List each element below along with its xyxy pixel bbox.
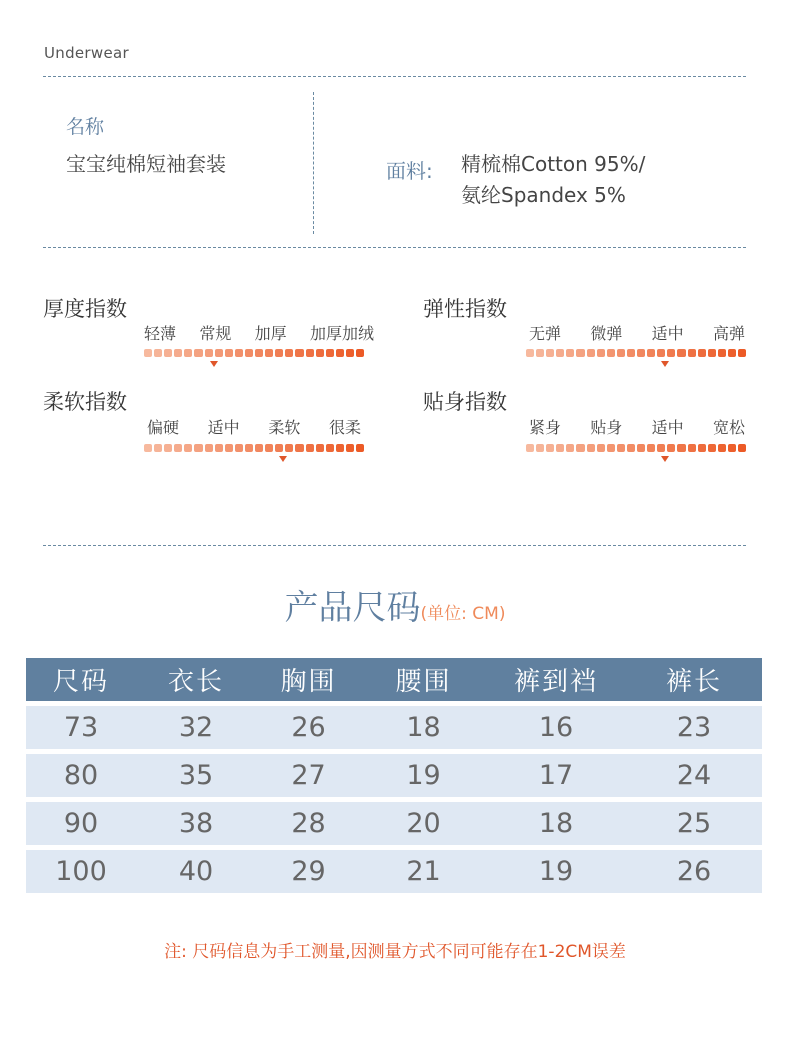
index-bar-segment [688, 349, 696, 357]
thickness-index-title: 厚度指数 [43, 297, 127, 321]
table-cell: 19 [361, 754, 486, 797]
table-cell: 40 [136, 850, 256, 893]
table-cell: 26 [626, 850, 762, 893]
table-cell: 90 [26, 802, 136, 845]
index-bar-segment [698, 444, 706, 452]
fit-label: 紧身 [529, 418, 562, 437]
index-bar-segment [306, 349, 314, 357]
elasticity-index-marker [661, 361, 669, 367]
fit-label: 适中 [651, 418, 684, 437]
fit-index-marker [661, 456, 669, 462]
measurement-note: 注: 尺码信息为手工测量,因测量方式不同可能存在1-2CM误差 [164, 942, 626, 962]
size-table [26, 653, 762, 898]
index-bar-segment [546, 349, 554, 357]
fabric-label: 面料: [386, 159, 433, 183]
product-name-label: 名称 [66, 116, 105, 138]
index-bar-segment [587, 444, 595, 452]
thickness-label: 加厚 [254, 324, 287, 343]
index-bar-segment [536, 349, 544, 357]
index-bar-segment [708, 444, 716, 452]
table-cell: 17 [486, 754, 626, 797]
index-bar-segment [215, 349, 223, 357]
index-bar-segment [154, 444, 162, 452]
index-bar-segment [326, 349, 334, 357]
thickness-label: 加厚加绒 [309, 324, 374, 343]
elasticity-label: 微弹 [590, 324, 623, 343]
table-cell: 28 [256, 802, 361, 845]
table-cell: 23 [626, 706, 762, 749]
index-bar-segment [235, 349, 243, 357]
table-cell: 16 [486, 706, 626, 749]
index-bar-segment [637, 444, 645, 452]
softness-label: 适中 [207, 418, 240, 437]
index-bar-segment [566, 349, 574, 357]
softness-index-labels [147, 415, 361, 438]
index-bar-segment [194, 444, 202, 452]
table-cell: 35 [136, 754, 256, 797]
table-cell: 38 [136, 802, 256, 845]
index-bar-segment [245, 349, 253, 357]
index-bar-segment [647, 444, 655, 452]
index-bar-segment [677, 349, 685, 357]
table-cell: 29 [256, 850, 361, 893]
index-bar-segment [316, 349, 324, 357]
index-bar-segment [184, 349, 192, 357]
size-section-title [0, 580, 790, 629]
index-bar-segment [164, 349, 172, 357]
index-bar-segment [285, 444, 293, 452]
thickness-label: 常规 [199, 324, 232, 343]
table-cell: 18 [486, 802, 626, 845]
index-bar-segment [526, 349, 534, 357]
softness-label: 柔软 [268, 418, 301, 437]
index-bar-segment [306, 444, 314, 452]
table-row [26, 802, 762, 845]
table-row [26, 706, 762, 749]
divider-top [43, 76, 746, 77]
index-bar-segment [336, 444, 344, 452]
index-bar-segment [597, 444, 605, 452]
index-bar-segment [607, 444, 615, 452]
elasticity-index-bar [526, 349, 746, 357]
header-pants-length: 裤长 [626, 658, 762, 701]
index-bar-segment [275, 444, 283, 452]
thickness-label: 轻薄 [144, 324, 177, 343]
index-bar-segment [698, 349, 706, 357]
index-bar-segment [164, 444, 172, 452]
divider-vertical [313, 92, 314, 234]
header-size: 尺码 [26, 658, 136, 701]
divider-bottom [43, 545, 746, 546]
size-unit-text: (单位: CM) [420, 604, 506, 624]
elasticity-label: 高弹 [712, 324, 745, 343]
table-cell: 19 [486, 850, 626, 893]
size-table-header [26, 658, 762, 701]
size-title-text: 产品尺码 [284, 588, 421, 628]
softness-index-bar [144, 444, 364, 452]
table-cell: 24 [626, 754, 762, 797]
index-bar-segment [255, 444, 263, 452]
index-bar-segment [174, 444, 182, 452]
index-bar-segment [205, 349, 213, 357]
index-bar-segment [356, 349, 364, 357]
index-bar-segment [597, 349, 605, 357]
table-cell: 100 [26, 850, 136, 893]
index-bar-segment [255, 349, 263, 357]
index-bar-segment [546, 444, 554, 452]
index-bar-segment [627, 444, 635, 452]
index-bar-segment [647, 349, 655, 357]
index-bar-segment [607, 349, 615, 357]
index-bar-segment [265, 349, 273, 357]
index-bar-segment [566, 444, 574, 452]
index-bar-segment [174, 349, 182, 357]
index-bar-segment [295, 444, 303, 452]
index-bar-segment [144, 444, 152, 452]
index-bar-segment [587, 349, 595, 357]
table-cell: 26 [256, 706, 361, 749]
index-bar-segment [617, 444, 625, 452]
index-bar-segment [718, 444, 726, 452]
index-bar-segment [688, 444, 696, 452]
index-bar-segment [154, 349, 162, 357]
index-bar-segment [144, 349, 152, 357]
header-top-length: 衣长 [136, 658, 256, 701]
table-cell: 21 [361, 850, 486, 893]
index-bar-segment [316, 444, 324, 452]
index-bar-segment [285, 349, 293, 357]
index-bar-segment [657, 349, 665, 357]
index-bar-segment [536, 444, 544, 452]
softness-index-title: 柔软指数 [43, 390, 127, 414]
elasticity-index-title: 弹性指数 [423, 297, 507, 321]
fit-index-bar [526, 444, 746, 452]
header-waist: 腰围 [361, 658, 486, 701]
softness-label: 很柔 [328, 418, 361, 437]
index-bar-segment [576, 444, 584, 452]
elasticity-label: 适中 [651, 324, 684, 343]
fabric-line-1: 精梳棉Cotton 95%/ [461, 152, 646, 176]
index-bar-segment [326, 444, 334, 452]
index-bar-segment [235, 444, 243, 452]
index-bar-segment [728, 444, 736, 452]
table-row [26, 754, 762, 797]
index-bar-segment [215, 444, 223, 452]
table-cell: 18 [361, 706, 486, 749]
index-bar-segment [346, 444, 354, 452]
index-bar-segment [708, 349, 716, 357]
index-bar-segment [245, 444, 253, 452]
index-bar-segment [556, 444, 564, 452]
index-bar-segment [728, 349, 736, 357]
fabric-line-2: 氨纶Spandex 5% [461, 183, 626, 207]
index-bar-segment [295, 349, 303, 357]
index-bar-segment [667, 444, 675, 452]
fit-label: 贴身 [590, 418, 623, 437]
thickness-index-labels [144, 321, 374, 344]
index-bar-segment [336, 349, 344, 357]
index-bar-segment [526, 444, 534, 452]
header-rise: 裤到裆 [486, 658, 626, 701]
index-bar-segment [225, 444, 233, 452]
index-bar-segment [225, 349, 233, 357]
index-bar-segment [576, 349, 584, 357]
fit-index-title: 贴身指数 [423, 390, 507, 414]
softness-index-marker [279, 456, 287, 462]
table-cell: 25 [626, 802, 762, 845]
header-chest: 胸围 [256, 658, 361, 701]
elasticity-index-labels [529, 321, 745, 344]
table-cell: 27 [256, 754, 361, 797]
index-bar-segment [738, 444, 746, 452]
index-bar-segment [184, 444, 192, 452]
index-bar-segment [265, 444, 273, 452]
index-bar-segment [556, 349, 564, 357]
table-row [26, 850, 762, 893]
table-cell: 32 [136, 706, 256, 749]
index-bar-segment [346, 349, 354, 357]
table-cell: 73 [26, 706, 136, 749]
index-bar-segment [194, 349, 202, 357]
index-bar-segment [205, 444, 213, 452]
category-label: Underwear [44, 44, 129, 62]
index-bar-segment [667, 349, 675, 357]
index-bar-segment [627, 349, 635, 357]
index-bar-segment [637, 349, 645, 357]
softness-label: 偏硬 [147, 418, 180, 437]
fit-index-labels [529, 415, 745, 438]
index-bar-segment [275, 349, 283, 357]
thickness-index-marker [210, 361, 218, 367]
index-bar-segment [617, 349, 625, 357]
index-bar-segment [718, 349, 726, 357]
fit-label: 宽松 [712, 418, 745, 437]
index-bar-segment [677, 444, 685, 452]
thickness-index-bar [144, 349, 364, 357]
product-name-value: 宝宝纯棉短袖套装 [66, 152, 226, 176]
index-bar-segment [356, 444, 364, 452]
table-cell: 80 [26, 754, 136, 797]
elasticity-label: 无弹 [529, 324, 562, 343]
divider-middle [43, 247, 746, 248]
index-bar-segment [657, 444, 665, 452]
index-bar-segment [738, 349, 746, 357]
table-cell: 20 [361, 802, 486, 845]
